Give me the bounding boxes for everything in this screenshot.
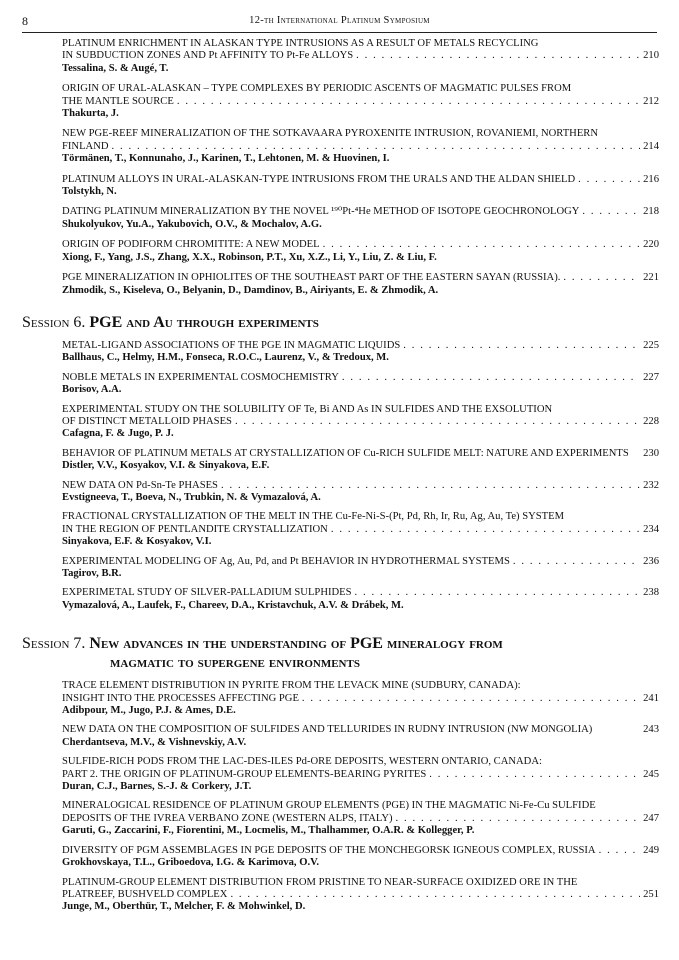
toc-entry[interactable] <box>62 372 659 397</box>
entry-title: EXPERIMENTAL MODELING OF Ag, Au, Pd, and Pt BEHAVIOR IN HYDROTHERMAL SYSTEMS <box>62 555 510 567</box>
session-6-number: Session 6. <box>22 313 86 331</box>
toc-entry[interactable] <box>62 480 659 505</box>
entry-title-leader-line <box>62 448 659 460</box>
entry-title: DIVERSITY OF PGM ASSEMBLAGES IN PGE DEPOSITS OF THE MONCHEGORSK IGNEOUS COMPLEX, RUSSIA <box>62 844 596 856</box>
dot-leader <box>221 480 640 492</box>
dot-leader <box>177 96 640 108</box>
entry-title-line: SULFIDE-RICH PODS FROM THE LAC-DES-ILES Pd-ORE DEPOSITS, WESTERN ONTARIO, CANADA: <box>62 756 542 768</box>
entry-title-leader-line <box>62 96 659 108</box>
session-7-title-line1: New advances in the understanding of PGE mineralogy from <box>89 635 503 653</box>
toc-entry[interactable] <box>62 511 659 548</box>
entry-authors: Törmänen, T., Konnunaho, J., Karinen, T., Lehtonen, M. & Huovinen, I. <box>62 153 390 165</box>
toc-entry[interactable] <box>62 587 659 612</box>
dot-leader <box>235 416 640 428</box>
dot-leader <box>342 372 640 384</box>
entry-title-leader-line <box>62 416 659 428</box>
toc-entry[interactable] <box>62 556 659 581</box>
entry-authors: Zhmodik, S., Kiseleva, O., Belyanin, D., Damdinov, B., Airiyants, E. & Zhmodik, A. <box>62 284 439 296</box>
dot-leader <box>578 174 640 186</box>
entry-title-leader-line <box>62 50 659 62</box>
entry-page-number: 216 <box>643 173 659 185</box>
entry-title: IN THE REGION OF PENTLANDITE CRYSTALLIZATION <box>62 523 328 535</box>
toc-entry[interactable] <box>62 174 659 199</box>
toc-entry[interactable] <box>62 340 659 365</box>
entry-page-number: 225 <box>643 339 659 351</box>
entry-title: EXPERIMETAL STUDY OF SILVER-PALLADIUM SULPHIDES <box>62 587 352 599</box>
dot-leader <box>355 587 641 599</box>
entry-page-number: 241 <box>643 692 659 704</box>
dot-leader <box>563 272 640 284</box>
entry-title-leader-line <box>62 340 659 352</box>
entry-title-leader-line <box>62 813 659 825</box>
entry-title: IN SUBDUCTION ZONES AND Pt AFFINITY TO Pt-Fe ALLOYS <box>62 50 354 62</box>
entry-authors: Shukolyukov, Yu.A., Yakubovich, O.V., & Mochalov, A.G. <box>62 218 322 230</box>
entry-authors: Tagirov, B.R. <box>62 568 122 579</box>
entry-authors: Distler, V.V., Kosyakov, V.I. & Sinyakova, E.F. <box>62 460 270 472</box>
entry-authors: Junge, M., Oberthür, T., Melcher, F. & Mohwinkel, D. <box>62 901 306 913</box>
entry-title: METAL-LIGAND ASSOCIATIONS OF THE PGE IN MAGMATIC LIQUIDS <box>62 339 401 351</box>
entry-title-leader-line <box>62 174 659 186</box>
entry-page-number: 227 <box>643 371 659 383</box>
toc-entry[interactable] <box>62 800 659 837</box>
toc-entry[interactable] <box>62 239 659 264</box>
entry-title: THE MANTLE SOURCE <box>62 95 174 107</box>
entry-page-number: 214 <box>643 140 659 152</box>
entry-title: PLATINUM ALLOYS IN URAL-ALASKAN-TYPE INTRUSIONS FROM THE URALS AND THE ALDAN SHIELD <box>62 173 576 185</box>
entry-title: NEW DATA ON Pd-Sn-Te PHASES <box>62 479 218 491</box>
dot-leader <box>331 524 640 536</box>
entry-authors: Thakurta, J. <box>62 108 119 120</box>
entry-title: OF DISTINCT METALLOID PHASES <box>62 415 232 427</box>
page-header <box>22 10 657 33</box>
entry-title-leader-line <box>62 239 659 251</box>
entry-page-number: 212 <box>643 95 659 107</box>
entry-title-line: ORIGIN OF URAL-ALASKAN – TYPE COMPLEXES BY PERIODIC ASCENTS OF MAGMATIC PULSES FROM <box>62 83 572 95</box>
entry-authors: Xiong, F., Yang, J.S., Zhang, X.X., Robinson, P.T., Xu, X.Z., Li, Y., Liu, Z. & Liu, F. <box>62 251 437 263</box>
entry-title-line: PLATINUM ENRICHMENT IN ALASKAN TYPE INTRUSIONS AS A RESULT OF METALS RECYCLING <box>62 38 539 49</box>
entry-title-leader-line <box>62 141 659 153</box>
dot-leader <box>582 206 640 218</box>
entry-authors: Grokhovskaya, T.L., Griboedova, I.G. & Karimova, O.V. <box>62 857 320 869</box>
entry-title: INSIGHT INTO THE PROCESSES AFFECTING PGE <box>62 692 299 704</box>
dot-leader <box>230 889 640 901</box>
entry-title-line: MINERALOGICAL RESIDENCE OF PLATINUM GROUP ELEMENTS (PGE) IN THE MAGMATIC Ni-Fe-Cu SULFIDE <box>62 800 596 812</box>
dot-leader <box>323 239 641 251</box>
session-7-heading <box>22 634 659 672</box>
entry-page-number: 220 <box>643 239 659 251</box>
entry-title-line: FRACTIONAL CRYSTALLIZATION OF THE MELT IN THE Cu-Fe-Ni-S-(Pt, Pd, Rh, Ir, Ru, Ag, Au, Te) SYSTEM <box>62 511 564 523</box>
dot-leader <box>302 693 640 705</box>
entry-authors: Duran, C.J., Barnes, S.-J. & Corkery, J.T. <box>62 781 252 793</box>
toc-entry[interactable] <box>62 845 659 870</box>
entry-page-number: 251 <box>643 888 659 900</box>
toc-entry[interactable] <box>62 206 659 231</box>
entry-title: FINLAND <box>62 140 109 152</box>
toc-content <box>0 38 679 921</box>
entry-authors: Cherdantseva, M.V., & Vishnevskiy, A.V. <box>62 736 247 748</box>
dot-leader <box>599 845 641 857</box>
dot-leader <box>356 50 640 62</box>
entry-title-leader-line <box>62 480 659 492</box>
entry-authors: Cafagna, F. & Jugo, P. J. <box>62 428 174 440</box>
entry-page-number: 236 <box>643 555 659 567</box>
entry-title: BEHAVIOR OF PLATINUM METALS AT CRYSTALLIZATION OF Cu-RICH SULFIDE MELT: NATURE AND EXPERIMENTS <box>62 447 629 459</box>
dot-leader <box>429 769 640 781</box>
entry-title-leader-line <box>62 272 659 284</box>
entry-authors: Ballhaus, C., Helmy, H.M., Fonseca, R.O.C., Laurenz, V., & Tredoux, M. <box>62 352 389 364</box>
entry-page-number: 249 <box>643 844 659 856</box>
toc-entry[interactable] <box>62 448 659 473</box>
entry-page-number: 221 <box>643 272 659 284</box>
toc-entry[interactable] <box>62 877 659 914</box>
toc-group-session7 <box>0 680 679 914</box>
dot-leader <box>396 813 641 825</box>
entry-title: NOBLE METALS IN EXPERIMENTAL COSMOCHEMISTRY <box>62 371 339 383</box>
toc-entry[interactable] <box>62 680 659 717</box>
entry-authors: Sinyakova, E.F. & Kosyakov, V.I. <box>62 536 212 548</box>
entry-title-leader-line <box>62 206 659 218</box>
toc-entry[interactable] <box>62 272 659 297</box>
entry-title-leader-line <box>62 524 659 536</box>
entry-authors: Garuti, G., Zaccarini, F., Fiorentini, M., Locmelis, M., Thalhammer, O.A.R. & Kollegger, P. <box>62 825 475 837</box>
entry-title: PART 2. THE ORIGIN OF PLATINUM-GROUP ELEMENTS-BEARING PYRITES <box>62 768 427 780</box>
entry-authors: Vymazalová, A., Laufek, F., Chareev, D.A., Kristavchuk, A.V. & Drábek, M. <box>62 599 404 611</box>
session-7-title-line2: magmatic to supergene environments <box>110 654 360 672</box>
toc-entry[interactable] <box>62 83 659 120</box>
entry-authors: Tolstykh, N. <box>62 186 117 198</box>
entry-title: DEPOSITS OF THE IVREA VERBANO ZONE (WESTERN ALPS, ITALY) <box>62 812 393 824</box>
running-head: 12-th International Platinum Symposium <box>249 15 430 26</box>
entry-title-leader-line <box>62 889 659 901</box>
entry-title: PGE MINERALIZATION IN OPHIOLITES OF THE SOUTHEAST PART OF THE EASTERN SAYAN (RUSSIA). <box>62 272 561 284</box>
entry-title-line: PLATINUM-GROUP ELEMENT DISTRIBUTION FROM PRISTINE TO NEAR-SURFACE OXIDIZED ORE IN THE <box>62 876 578 888</box>
entry-page-number: 234 <box>643 523 659 535</box>
toc-entry[interactable] <box>62 128 659 165</box>
entry-title-leader-line <box>62 845 659 857</box>
toc-group-session6 <box>0 340 679 612</box>
entry-page-number: 243 <box>643 724 659 736</box>
toc-entry[interactable] <box>62 756 659 793</box>
entry-title-line: TRACE ELEMENT DISTRIBUTION IN PYRITE FROM THE LEVACK MINE (SUDBURY, CANADA): <box>62 680 521 692</box>
session-7-number: Session 7. <box>22 635 86 653</box>
toc-group-session5-continued <box>0 38 679 297</box>
entry-title-leader-line <box>62 769 659 781</box>
entry-title: NEW DATA ON THE COMPOSITION OF SULFIDES AND TELLURIDES IN RUDNY INTRUSION (NW MONGOLIA) <box>62 724 593 736</box>
entry-page-number: 232 <box>643 479 659 491</box>
entry-title-leader-line <box>62 556 659 568</box>
entry-authors: Tessalina, S. & Augé, T. <box>62 62 169 74</box>
entry-title-leader-line <box>62 693 659 705</box>
session-6-heading <box>22 313 659 332</box>
entry-title-line: NEW PGE-REEF MINERALIZATION OF THE SOTKAVAARA PYROXENITE INTRUSION, ROVANIEMI, NORTHERN <box>62 128 599 140</box>
entry-authors: Borisov, A.A. <box>62 384 122 396</box>
entry-page-number: 230 <box>643 447 659 459</box>
toc-entry[interactable] <box>62 38 659 75</box>
entry-page-number: 238 <box>643 587 659 599</box>
dot-leader <box>403 340 640 352</box>
entry-page-number: 228 <box>643 415 659 427</box>
entry-title: ORIGIN OF PODIFORM CHROMITITE: A NEW MODEL <box>62 239 320 251</box>
entry-title: PLATREEF, BUSHVELD COMPLEX <box>62 888 228 900</box>
entry-page-number: 247 <box>643 812 659 824</box>
entry-authors: Evstigneeva, T., Boeva, N., Trubkin, N. & Vymazalová, A. <box>62 491 321 503</box>
toc-entry[interactable] <box>62 724 659 749</box>
page-number: 8 <box>22 14 28 28</box>
entry-page-number: 210 <box>643 50 659 62</box>
entry-authors: Adibpour, M., Jugo, P.J. & Ames, D.E. <box>62 705 236 717</box>
dot-leader <box>513 556 640 568</box>
entry-page-number: 218 <box>643 206 659 218</box>
dot-leader <box>112 141 641 153</box>
entry-title-leader-line <box>62 724 659 736</box>
entry-title-leader-line <box>62 587 659 599</box>
entry-title: DATING PLATINUM MINERALIZATION BY THE NOVEL ¹⁹⁰Pt-⁴He METHOD OF ISOTOPE GEOCHRONOLOGY <box>62 206 580 218</box>
toc-entry[interactable] <box>62 404 659 441</box>
session-6-title: PGE and Au through experiments <box>89 313 319 331</box>
entry-title-leader-line <box>62 372 659 384</box>
entry-page-number: 245 <box>643 768 659 780</box>
entry-title-line: EXPERIMENTAL STUDY ON THE SOLUBILITY OF Te, Bi AND As IN SULFIDES AND THE EXSOLUTION <box>62 403 553 415</box>
